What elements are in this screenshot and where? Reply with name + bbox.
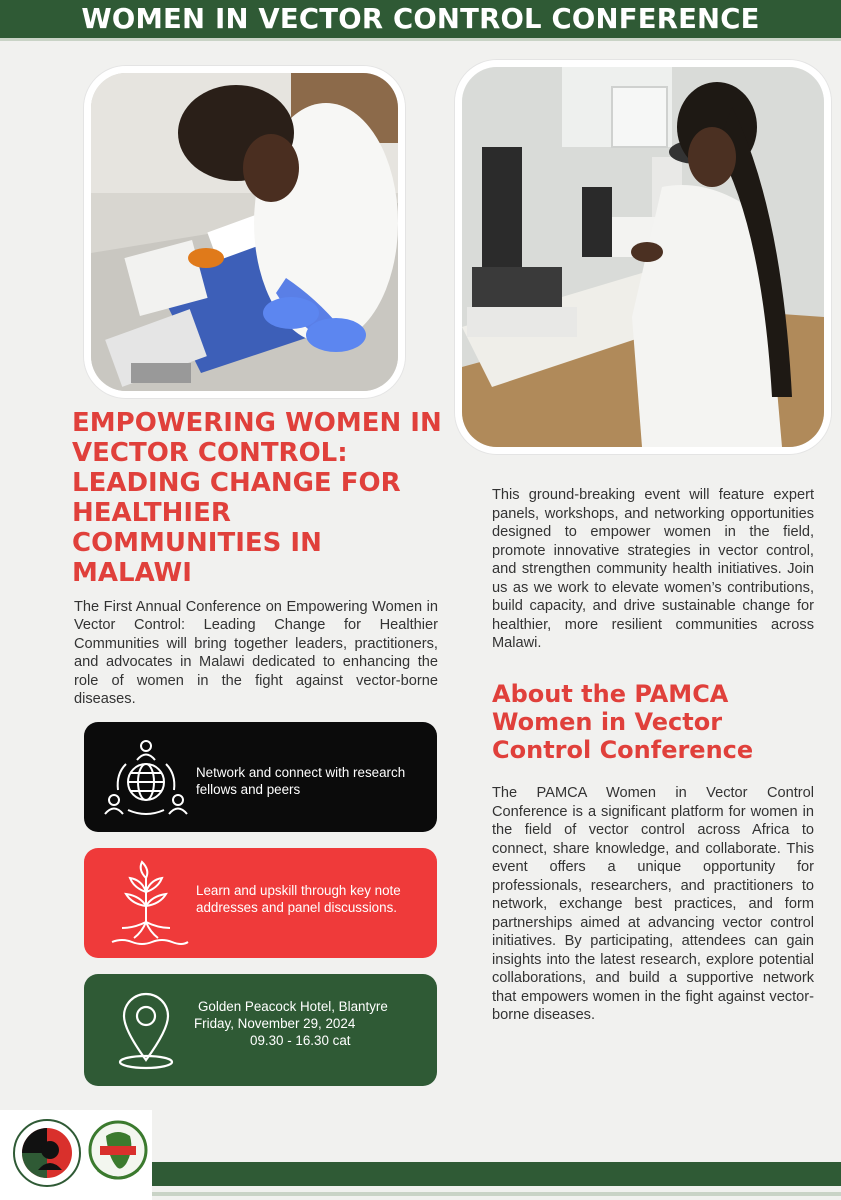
footer-divider: [152, 1192, 841, 1196]
footer-bar: [152, 1162, 841, 1186]
event-description: This ground-breaking event will feature expert panels, workshops, and networking opportunities designed to empower women in the field, promote innovative strategies in vector control, and strengthen community health initiatives. Join us as we work to elevate women’s contributions, build capacity, and drive sustainable change for healthier, more resilient communities across Malawi.: [492, 487, 814, 651]
venue-details: [194, 998, 424, 1049]
lab-photo-microscope: [455, 60, 831, 454]
lab-photo-gloves: [84, 66, 405, 398]
network-card: [84, 722, 437, 832]
header-divider: [0, 38, 841, 41]
conference-title-banner: [0, 0, 841, 38]
location-pin-icon: [98, 984, 194, 1074]
about-heading: About the PAMCA Women in Vector Control Conference: [492, 680, 754, 764]
venue-time: 09.30 - 16.30 cat: [250, 1033, 351, 1048]
network-card-text: Network and connect with research fellows and peers: [196, 765, 406, 797]
venue-card: [84, 974, 437, 1086]
conference-headline: EMPOWERING WOMEN IN VECTOR CONTROL: LEADING CHANGE FOR HEALTHIER COMMUNITIES IN MALAWI: [72, 408, 442, 588]
network-people-icon: [98, 732, 194, 822]
about-paragraph: The PAMCA Women in Vector Control Conference is a significant platform for women in the field of vector control across Africa to connect, share knowledge, and collaborate. This event offers a unique opportunity for professionals, researchers, and practitioners to network, exchange best practices, and form partnerships aimed at advancing vector control initiatives. By participating, attendees can gain insights into the latest research, explore potential collaborations, and build a supportive network that empowers women in the fight against vector-borne diseases.: [492, 785, 814, 1023]
growth-plant-icon: [98, 858, 194, 948]
learn-card: [84, 848, 437, 958]
intro-paragraph: The First Annual Conference on Empowering Women in Vector Control: Leading Change for Healthier Communities will bring together leaders, practitioners, and advocates in Malawi dedicated to enhancing the role of women in the fight against vector-borne diseases.: [74, 599, 438, 708]
conference-title: WOMEN IN VECTOR CONTROL CONFERENCE: [81, 3, 760, 35]
venue-place: Golden Peacock Hotel, Blantyre: [198, 999, 388, 1014]
learn-card-text: Learn and upskill through key note addresses and panel discussions.: [196, 883, 401, 915]
women-in-vector-control-logo: [12, 1118, 82, 1188]
venue-date: Friday, November 29, 2024: [194, 1016, 356, 1031]
pamca-logo: [88, 1120, 148, 1186]
